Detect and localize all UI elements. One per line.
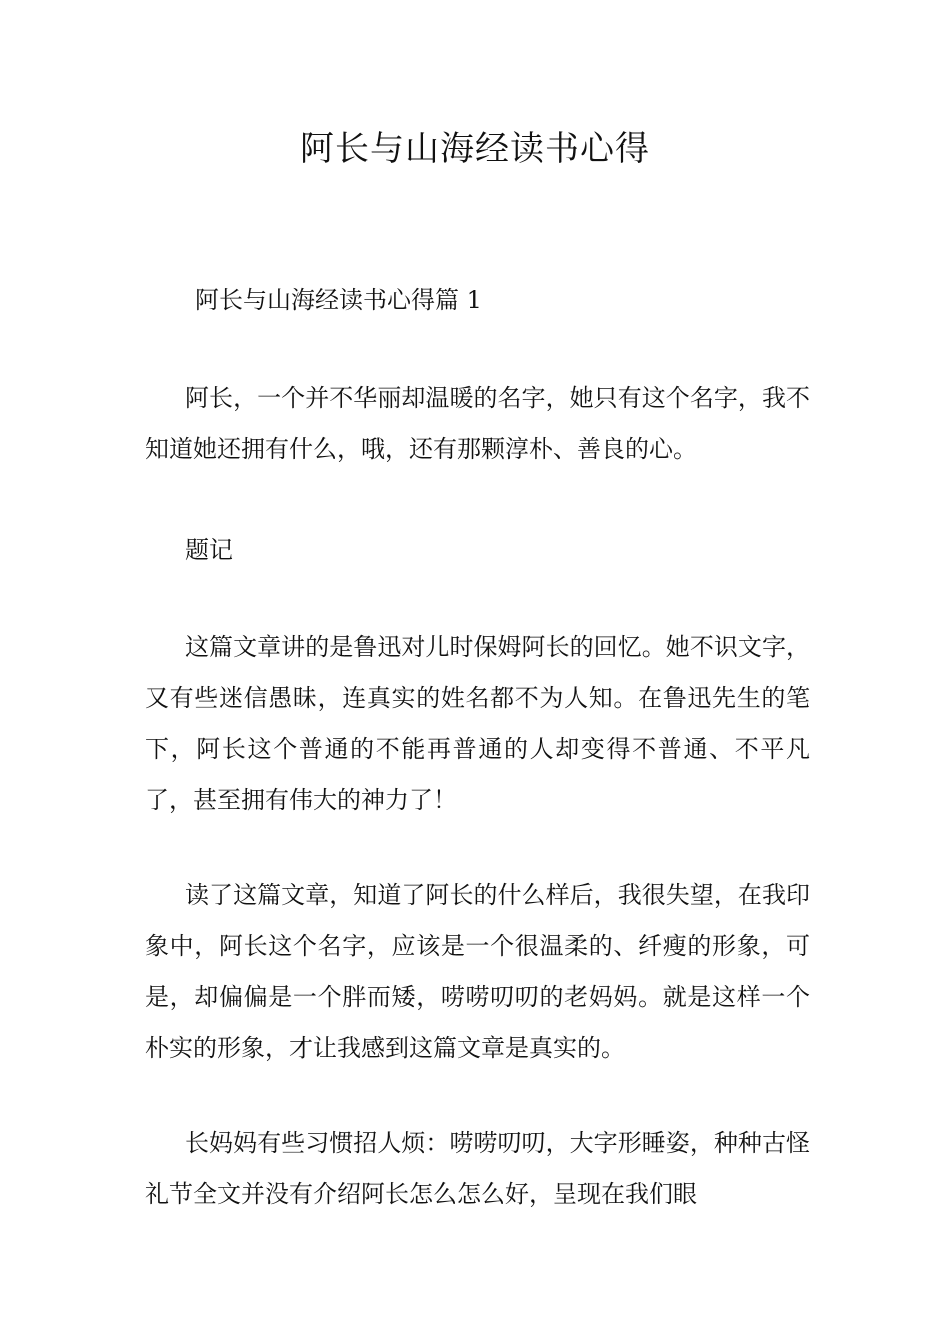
paragraph-intro: 阿长，一个并不华丽却温暖的名字，她只有这个名字，我不知道她还拥有什么，哦，还有那颗淳朴、善良的心。: [145, 384, 810, 463]
section-heading: 阿长与山海经读书心得篇 1: [195, 286, 482, 314]
paragraph-impression: 读了这篇文章，知道了阿长的什么样后，我很失望，在我印象中，阿长这个名字，应该是一个很温柔的、纤瘦的形象，可是，却偏偏是一个胖而矮，唠唠叨叨的老妈妈。就是这样一个朴实的形象，才让我感到这篇文章是真实的。: [145, 881, 810, 1062]
paragraph-summary: 这篇文章讲的是鲁迅对儿时保姆阿长的回忆。她不识文字，又有些迷信愚昧，连真实的姓名都不为人知。在鲁迅先生的笔下，阿长这个普通的不能再普通的人却变得不普通、不平凡了，甚至拥有伟大的神力了！: [145, 633, 810, 814]
paragraph-epigraph-label: 题记: [185, 536, 233, 564]
document-title: 阿长与山海经读书心得: [300, 129, 650, 169]
paragraph-habits: 长妈妈有些习惯招人烦：唠唠叨叨，大字形睡姿，种种古怪礼节全文并没有介绍阿长怎么怎么好，呈现在我们眼: [145, 1129, 810, 1208]
